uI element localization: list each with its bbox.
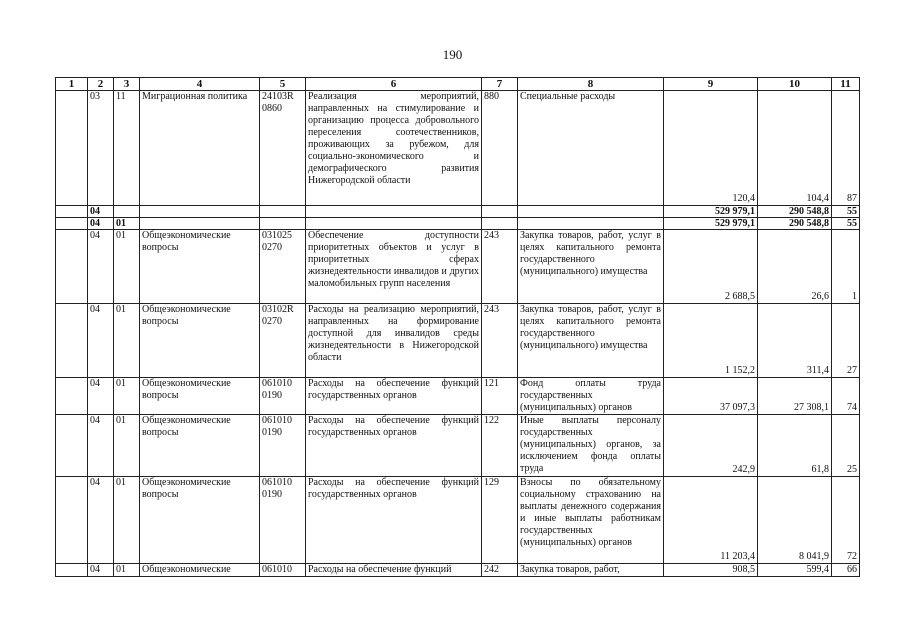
cell-actual: 290 548,8	[758, 206, 832, 218]
cell-plan: 2 688,5	[664, 230, 758, 304]
cell-actual: 26,6	[758, 230, 832, 304]
cell-name: Общеэкономические вопросы	[140, 378, 260, 415]
col-header: 11	[832, 78, 860, 91]
table-row	[56, 91, 860, 206]
cell-target-code: 061010 0190	[260, 378, 306, 415]
cell-target-name: Обеспечение доступности приоритетных объектов и услуг в приоритетных сферах жизнедеятельности инвалидов и других маломобильных групп населения	[306, 230, 482, 304]
cell-expense-code: 122	[482, 415, 518, 477]
cell-section: 04	[88, 415, 114, 477]
cell-expense-code: 129	[482, 477, 518, 564]
cell-subsection: 01	[114, 477, 140, 564]
cell-col1	[56, 304, 88, 378]
cell-subsection	[114, 206, 140, 218]
table-row	[56, 415, 860, 477]
cell-plan: 1 152,2	[664, 304, 758, 378]
col-header: 4	[140, 78, 260, 91]
cell-col1	[56, 477, 88, 564]
header-row	[56, 78, 860, 91]
col-header: 9	[664, 78, 758, 91]
cell-col1	[56, 206, 88, 218]
cell-actual: 8 041,9	[758, 477, 832, 564]
cell-name: Общеэкономические	[140, 564, 260, 577]
cell-col1	[56, 564, 88, 577]
cell-subsection: 01	[114, 564, 140, 577]
cell-subsection: 01	[114, 218, 140, 230]
cell-name	[140, 218, 260, 230]
cell-expense-name: Фонд оплаты труда государственных (муниципальных) органов	[518, 378, 664, 415]
cell-percent: 27	[832, 304, 860, 378]
cell-plan: 529 979,1	[664, 206, 758, 218]
cell-actual: 290 548,8	[758, 218, 832, 230]
cell-col1	[56, 218, 88, 230]
table-row	[56, 378, 860, 415]
cell-plan: 37 097,3	[664, 378, 758, 415]
cell-col1	[56, 230, 88, 304]
cell-section: 03	[88, 91, 114, 206]
cell-plan: 242,9	[664, 415, 758, 477]
cell-col1	[56, 415, 88, 477]
cell-expense-code: 880	[482, 91, 518, 206]
cell-subsection: 01	[114, 415, 140, 477]
cell-expense-code	[482, 218, 518, 230]
cell-target-code: 24103R 0860	[260, 91, 306, 206]
cell-section: 04	[88, 218, 114, 230]
cell-expense-name	[518, 206, 664, 218]
cell-expense-code: 243	[482, 230, 518, 304]
cell-expense-name: Иные выплаты персоналу государственных (муниципальных) органов, за исключением фонда оплаты труда	[518, 415, 664, 477]
col-header: 5	[260, 78, 306, 91]
cell-plan: 529 979,1	[664, 218, 758, 230]
cell-target-name: Расходы на реализацию мероприятий, направленных на формирование доступной для инвалидов среды жизнедеятельности в Нижегородской области	[306, 304, 482, 378]
cell-actual: 599,4	[758, 564, 832, 577]
page-number: 190	[442, 47, 463, 62]
table-row	[56, 304, 860, 378]
cell-section: 04	[88, 564, 114, 577]
cell-percent: 66	[832, 564, 860, 577]
cell-percent: 72	[832, 477, 860, 564]
cell-percent: 1	[832, 230, 860, 304]
table-row	[56, 218, 860, 230]
cell-percent: 55	[832, 218, 860, 230]
cell-target-code	[260, 218, 306, 230]
cell-percent: 74	[832, 378, 860, 415]
col-header: 6	[306, 78, 482, 91]
cell-target-code: 061010	[260, 564, 306, 577]
cell-actual: 311,4	[758, 304, 832, 378]
table-row	[56, 477, 860, 564]
cell-expense-name: Специальные расходы	[518, 91, 664, 206]
cell-plan: 908,5	[664, 564, 758, 577]
cell-name: Общеэкономические вопросы	[140, 230, 260, 304]
cell-expense-code: 242	[482, 564, 518, 577]
cell-expense-code: 121	[482, 378, 518, 415]
cell-target-code: 061010 0190	[260, 415, 306, 477]
cell-expense-name: Взносы по обязательному социальному страхованию на выплаты денежного содержания и иные выплаты работникам государственных (муниципальных) органов	[518, 477, 664, 564]
cell-section: 04	[88, 206, 114, 218]
cell-target-code: 061010 0190	[260, 477, 306, 564]
cell-target-name: Расходы на обеспечение функций государственных органов	[306, 378, 482, 415]
cell-plan: 120,4	[664, 91, 758, 206]
cell-name: Миграционная политика	[140, 91, 260, 206]
col-header: 8	[518, 78, 664, 91]
table-row	[56, 206, 860, 218]
cell-expense-code	[482, 206, 518, 218]
col-header: 1	[56, 78, 88, 91]
cell-expense-name: Закупка товаров, работ, услуг в целях капитального ремонта государственного (муниципального) имущества	[518, 304, 664, 378]
cell-target-name: Расходы на обеспечение функций	[306, 564, 482, 577]
col-header: 10	[758, 78, 832, 91]
cell-percent: 87	[832, 91, 860, 206]
cell-expense-code: 243	[482, 304, 518, 378]
cell-target-code	[260, 206, 306, 218]
budget-table	[55, 77, 860, 577]
cell-subsection: 01	[114, 230, 140, 304]
col-header: 7	[482, 78, 518, 91]
cell-section: 04	[88, 378, 114, 415]
cell-plan: 11 203,4	[664, 477, 758, 564]
cell-target-name	[306, 206, 482, 218]
cell-subsection: 01	[114, 378, 140, 415]
cell-target-name	[306, 218, 482, 230]
cell-target-name: Расходы на обеспечение функций государственных органов	[306, 415, 482, 477]
cell-percent: 25	[832, 415, 860, 477]
cell-actual: 104,4	[758, 91, 832, 206]
cell-actual: 27 308,1	[758, 378, 832, 415]
cell-target-code: 031025 0270	[260, 230, 306, 304]
cell-name: Общеэкономические вопросы	[140, 304, 260, 378]
cell-target-name: Реализация мероприятий, направленных на стимулирование и организацию процесса добровольного переселения соотечественников, проживающих за рубежом, для социально-экономического и демографического развития Нижегородской области	[306, 91, 482, 206]
cell-expense-name: Закупка товаров, работ, услуг в целях капитального ремонта государственного (муниципального) имущества	[518, 230, 664, 304]
cell-col1	[56, 378, 88, 415]
table-row	[56, 564, 860, 577]
cell-section: 04	[88, 304, 114, 378]
cell-name: Общеэкономические вопросы	[140, 415, 260, 477]
cell-col1	[56, 91, 88, 206]
cell-percent: 55	[832, 206, 860, 218]
cell-expense-name: Закупка товаров, работ,	[518, 564, 664, 577]
cell-name	[140, 206, 260, 218]
table-row	[56, 230, 860, 304]
cell-subsection: 11	[114, 91, 140, 206]
cell-target-name: Расходы на обеспечение функций государственных органов	[306, 477, 482, 564]
cell-subsection: 01	[114, 304, 140, 378]
cell-expense-name	[518, 218, 664, 230]
cell-section: 04	[88, 230, 114, 304]
cell-actual: 61,8	[758, 415, 832, 477]
col-header: 2	[88, 78, 114, 91]
cell-section: 04	[88, 477, 114, 564]
col-header: 3	[114, 78, 140, 91]
cell-target-code: 03102R 0270	[260, 304, 306, 378]
cell-name: Общеэкономические вопросы	[140, 477, 260, 564]
